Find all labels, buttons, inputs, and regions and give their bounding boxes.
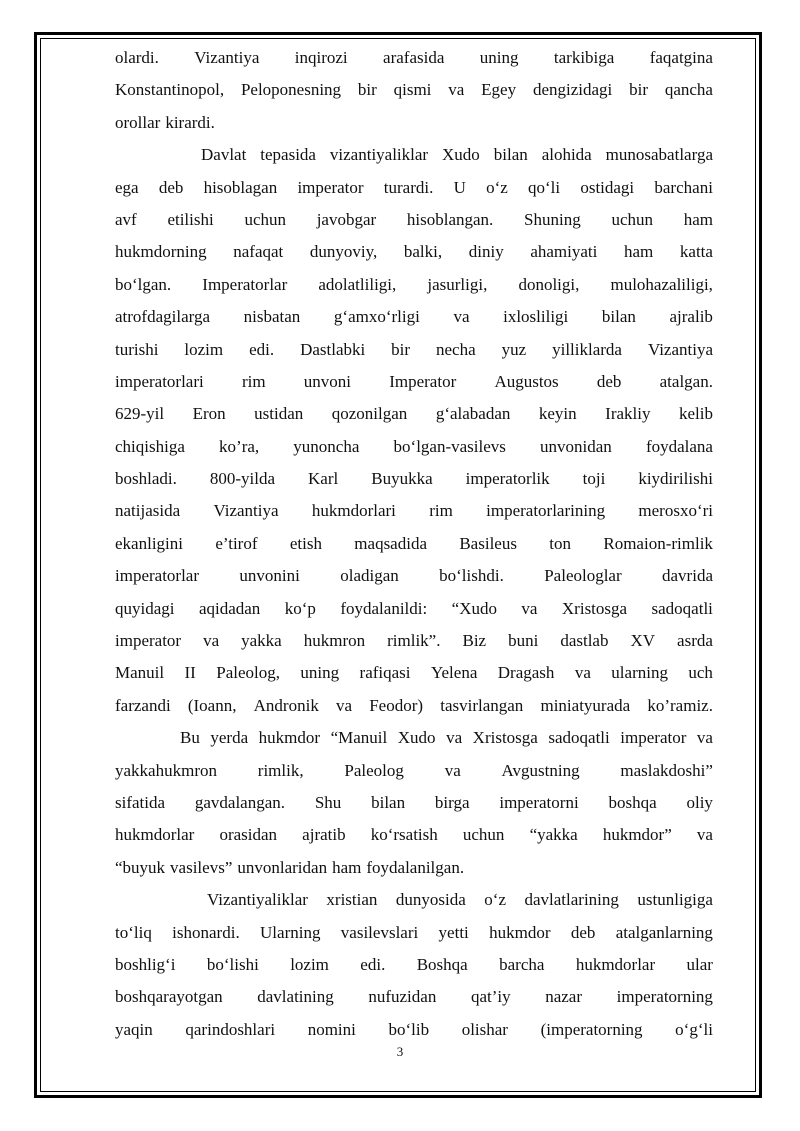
word: bir [629, 80, 648, 100]
word: lozim [184, 339, 224, 359]
word: ko’ra, [219, 436, 260, 456]
word: Feodor) [369, 695, 424, 715]
word: uning [300, 663, 340, 683]
word: uchun [462, 825, 505, 845]
word: yakka [241, 631, 282, 651]
word: alohida [541, 145, 592, 165]
word: bo‘lgan. [115, 274, 172, 294]
text-line [115, 819, 713, 851]
word: va [444, 760, 461, 780]
text-line [115, 236, 713, 268]
word: foydalanilgan. [366, 857, 465, 877]
word: Avgustning [501, 760, 580, 780]
word: toji [582, 469, 606, 489]
text-line [115, 431, 713, 463]
word: Xudo [397, 728, 436, 748]
word: olishar [461, 1019, 508, 1039]
word: qozonilgan [331, 404, 408, 424]
word: Andronik [253, 695, 319, 715]
word: dunyosida [395, 890, 466, 910]
word: arafasida [383, 48, 445, 67]
word: ko‘p [284, 598, 316, 618]
word: foydalana [645, 436, 713, 456]
word: boshqa [608, 792, 657, 812]
word: nazar [545, 987, 583, 1007]
text-line [115, 1014, 713, 1046]
word: ustunligiga [637, 890, 713, 910]
word: imperatorlarining [486, 501, 606, 521]
word: ajralib [669, 307, 713, 327]
text-line [115, 74, 713, 106]
word: Manuil [115, 663, 165, 683]
word: edi. [360, 954, 386, 974]
word: oliy [686, 792, 713, 812]
word: natijasida [115, 501, 181, 521]
word: 629-yil [115, 404, 165, 424]
word: bo‘lishdi. [439, 566, 504, 586]
word: o‘z [486, 177, 508, 197]
word: Vizantiya [213, 501, 279, 521]
text-line [115, 463, 713, 495]
text-line [115, 269, 713, 301]
word: g‘alabadan [435, 404, 511, 424]
text-line [115, 625, 713, 657]
word: ekanligini [115, 533, 183, 553]
word: sadoqatli [548, 728, 610, 748]
page-number: 3 [396, 1044, 404, 1059]
word: unvonini [239, 566, 300, 586]
word: bilan [601, 307, 636, 327]
word: hukmdorlar [575, 954, 656, 974]
word: vizantiyaliklar [329, 145, 429, 165]
word: yunoncha [293, 436, 360, 456]
document-body [115, 42, 713, 1046]
text-line [115, 139, 713, 171]
word: e’tirof [215, 533, 258, 553]
word: asrda [677, 631, 713, 651]
word: ham [683, 209, 713, 229]
word: hukmdor” [602, 825, 672, 845]
word: yaqin [115, 1019, 153, 1039]
word: balki, [403, 242, 443, 262]
text-line [115, 495, 713, 527]
word: Eron [192, 404, 226, 424]
word: davlatlarining [524, 890, 619, 910]
word: va [203, 631, 220, 651]
word: va [336, 695, 353, 715]
word: Ularning [260, 922, 321, 942]
word: unvonlaridan [237, 857, 328, 877]
word: imperatorlar [115, 566, 200, 586]
word: Xudo [442, 145, 480, 165]
text-line [115, 755, 713, 787]
word: bilan [371, 792, 406, 812]
word: Vizantiya [647, 339, 713, 359]
word: qat’iy [470, 987, 511, 1007]
word: tasvirlangan [440, 695, 524, 715]
word: davrida [662, 566, 713, 586]
word: uchun [611, 209, 653, 229]
word: edi. [249, 339, 275, 359]
word: rimlik”. [387, 631, 441, 651]
word: to‘liq [115, 922, 152, 942]
word: uch [688, 663, 713, 683]
word: merosxo‘ri [638, 501, 713, 521]
word: foydalanildi: [340, 598, 428, 618]
word: dunyoviy, [309, 242, 378, 262]
word: atalgan. [659, 371, 713, 391]
text-line [115, 884, 713, 916]
word: vasilevs” [170, 857, 233, 877]
word: sadoqatli [651, 598, 713, 618]
word: ixlosliligi [503, 307, 569, 327]
word: qismi [393, 80, 432, 100]
word: avf [115, 209, 137, 229]
word: Imperator [389, 371, 457, 391]
word: boshlig‘i [115, 954, 176, 974]
word: va [574, 663, 591, 683]
word: imperatorning [616, 987, 713, 1007]
word: tepasida [260, 145, 316, 165]
word: imperatorlari [115, 371, 204, 391]
word: munosabatlarga [605, 145, 713, 165]
word: chiqishiga [115, 436, 185, 456]
text-line [115, 949, 713, 981]
word: faqatgina [649, 48, 713, 67]
word: bo‘lgan-vasilevs [393, 436, 506, 456]
word: atrofdagilarga [115, 307, 211, 327]
word: hukmron [303, 631, 366, 651]
word: orasidan [219, 825, 278, 845]
word: Shuning [524, 209, 581, 229]
word: barcha [499, 954, 545, 974]
text-line [115, 852, 713, 884]
word: ostidagi [580, 177, 635, 197]
word: o‘g‘li [675, 1019, 713, 1039]
word: ishonardi. [172, 922, 240, 942]
word: qo‘li [528, 177, 561, 197]
word: maqsadida [354, 533, 427, 553]
word: dastlab [560, 631, 609, 651]
word: Vizantiyaliklar [207, 890, 308, 910]
word: hukmdorlari [311, 501, 396, 521]
word: etish [289, 533, 322, 553]
word: jasurligi, [427, 274, 488, 294]
text-line [115, 398, 713, 430]
word: boshqarayotgan [115, 987, 223, 1007]
word: unvoni [303, 371, 351, 391]
word: adolatliligi, [318, 274, 397, 294]
word: nomini [307, 1019, 356, 1039]
text-line [115, 981, 713, 1013]
word: buni [508, 631, 539, 651]
text-line [115, 657, 713, 689]
word: lozim [290, 954, 329, 974]
word: vasilevslari [340, 922, 419, 942]
word: boshladi. [115, 469, 177, 489]
word: o‘z [484, 890, 506, 910]
word: Paleolog, [216, 663, 280, 683]
text-line [115, 334, 713, 366]
word: II [184, 663, 196, 683]
word: Romaion-rimlik [603, 533, 713, 553]
word: Irakliy [605, 404, 651, 424]
word: necha [436, 339, 476, 359]
word: “yakka [529, 825, 578, 845]
word: Boshqa [416, 954, 468, 974]
word: 800-yilda [209, 469, 276, 489]
word: dengizidagi [532, 80, 613, 100]
word: birga [434, 792, 470, 812]
word: hisoblangan. [406, 209, 494, 229]
word: nisbatan [243, 307, 301, 327]
word: g‘amxo‘rligi [333, 307, 420, 327]
text-line [115, 42, 713, 74]
word: olardi. [115, 48, 159, 67]
word: ham [332, 857, 362, 877]
text-line [115, 722, 713, 754]
word: ham [624, 242, 654, 262]
word: Yelena [430, 663, 478, 683]
word: uchun [244, 209, 286, 229]
word: aqidadan [198, 598, 261, 618]
word: etilishi [167, 209, 214, 229]
word: va [453, 307, 470, 327]
word: unvonidan [540, 436, 612, 456]
word: atalganlarning [615, 922, 713, 942]
word: diniy [468, 242, 504, 262]
word: maslakdoshi” [620, 760, 713, 780]
word: imperatorni [499, 792, 579, 812]
word: donoligi, [518, 274, 580, 294]
word: qarindoshlari [185, 1019, 276, 1039]
word: Egey [481, 80, 517, 100]
word: yerda [210, 728, 249, 748]
word: inqirozi [294, 48, 348, 67]
word: ega [115, 177, 139, 197]
word: ko’ramiz. [647, 695, 713, 715]
word: kirardi. [165, 112, 215, 132]
word: Karl [308, 469, 339, 489]
word: nafaqat [233, 242, 284, 262]
text-line [115, 528, 713, 560]
word: hukmdorning [115, 242, 207, 262]
word: deb [570, 922, 596, 942]
word: rafiqasi [359, 663, 411, 683]
word: Biz [462, 631, 487, 651]
text-line [115, 172, 713, 204]
word: qancha [664, 80, 713, 100]
word: yilliklarda [552, 339, 622, 359]
word: oladigan [340, 566, 399, 586]
word: va [696, 728, 713, 748]
word: ajratib [302, 825, 346, 845]
word: Dastlabki [300, 339, 366, 359]
word: “Manuil [330, 728, 388, 748]
word: keyin [538, 404, 577, 424]
word: bir [391, 339, 411, 359]
word: Paleologlar [544, 566, 622, 586]
word: rim [241, 371, 266, 391]
word: xristian [326, 890, 378, 910]
text-line [115, 560, 713, 592]
word: va [446, 728, 463, 748]
word: ton [549, 533, 572, 553]
text-line [115, 301, 713, 333]
word: ustidan [254, 404, 304, 424]
word: yakkahukmron [115, 760, 217, 780]
word: imperator [620, 728, 687, 748]
word: imperatorlik [465, 469, 550, 489]
word: barchani [654, 177, 713, 197]
word: Davlat [201, 145, 247, 165]
word: Xristosga [472, 728, 538, 748]
word: “Xudo [451, 598, 497, 618]
word: bo‘lishi [206, 954, 259, 974]
word: orollar [115, 112, 161, 132]
text-line [115, 366, 713, 398]
word: davlatining [257, 987, 334, 1007]
word: hisoblagan [203, 177, 278, 197]
word: ahamiyati [530, 242, 598, 262]
word: va [521, 598, 538, 618]
word: XV [630, 631, 656, 651]
word: javobgar [316, 209, 377, 229]
word: gavdalangan. [194, 792, 286, 812]
text-line [115, 787, 713, 819]
word: Paleolog [344, 760, 404, 780]
word: imperator [297, 177, 364, 197]
text-line [115, 593, 713, 625]
text-line [115, 107, 713, 139]
word: Xristosga [561, 598, 628, 618]
word: hukmdor [258, 728, 321, 748]
word: Peloponesning [240, 80, 342, 100]
word: uning [479, 48, 519, 67]
text-line [115, 204, 713, 236]
word: Konstantinopol, [115, 80, 225, 100]
word: ular [686, 954, 713, 974]
word: miniatyurada [540, 695, 631, 715]
word: Imperatorlar [202, 274, 288, 294]
text-line [115, 917, 713, 949]
word: mulohazaliligi, [610, 274, 713, 294]
word: hukmdor [489, 922, 551, 942]
word: Bu [180, 728, 200, 748]
word: U [453, 177, 466, 197]
word: quyidagi [115, 598, 175, 618]
word: Dragash [497, 663, 555, 683]
word: bilan [493, 145, 528, 165]
word: va [696, 825, 713, 845]
word: (imperatorning [540, 1019, 643, 1039]
word: “buyuk [115, 857, 166, 877]
word: yuz [501, 339, 527, 359]
word: Basileus [459, 533, 517, 553]
word: (Ioann, [187, 695, 237, 715]
word: Vizantiya [194, 48, 260, 67]
word: ko‘rsatish [370, 825, 438, 845]
word: bo‘lib [388, 1019, 430, 1039]
word: hukmdorlar [115, 825, 195, 845]
word: sifatida [115, 792, 166, 812]
word: Buyukka [371, 469, 433, 489]
word: deb [596, 371, 622, 391]
word: Augustos [494, 371, 559, 391]
word: nufuzidan [368, 987, 437, 1007]
word: rim [429, 501, 453, 521]
word: tarkibiga [553, 48, 615, 67]
text-line [115, 690, 713, 722]
word: rimlik, [257, 760, 304, 780]
word: turardi. [383, 177, 434, 197]
word: deb [158, 177, 184, 197]
word: ularning [611, 663, 668, 683]
word: katta [679, 242, 713, 262]
word: farzandi [115, 695, 171, 715]
word: kiydirilishi [638, 469, 713, 489]
word: kelib [679, 404, 713, 424]
word: imperator [115, 631, 182, 651]
word: va [448, 80, 465, 100]
word: yetti [438, 922, 469, 942]
word: Shu [314, 792, 342, 812]
word: turishi [115, 339, 159, 359]
word: bir [357, 80, 377, 100]
